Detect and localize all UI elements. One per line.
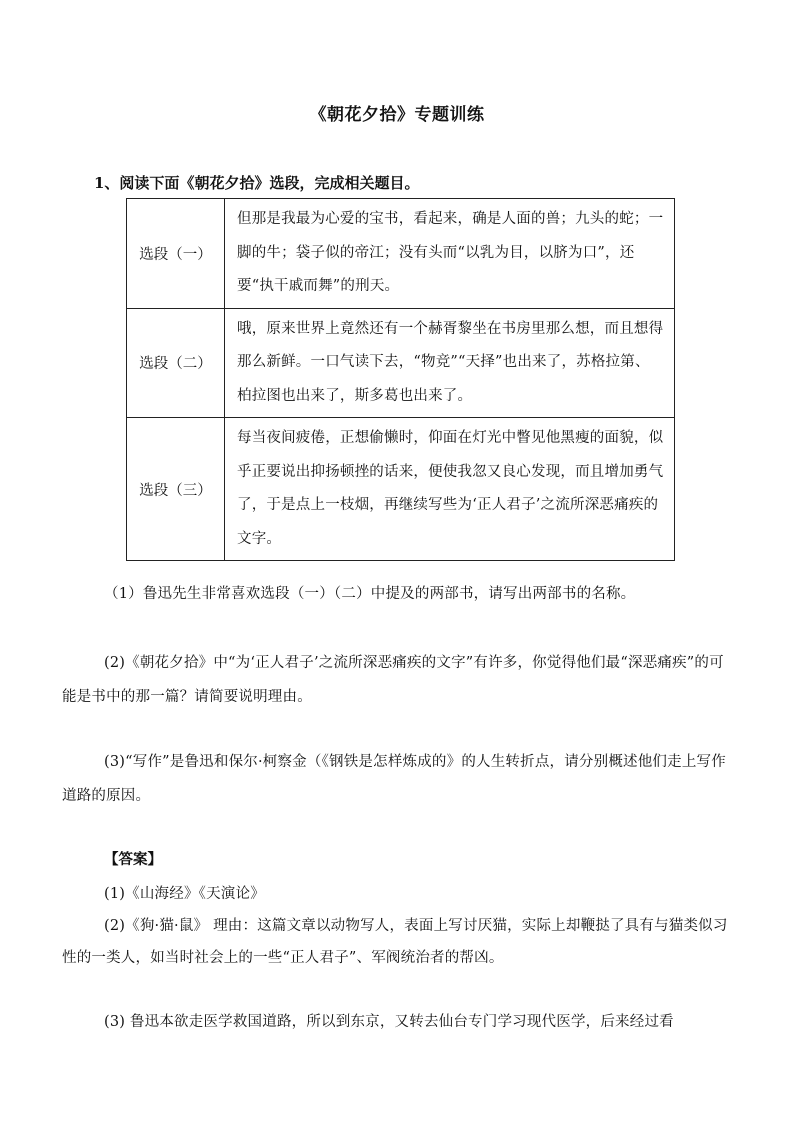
- excerpt-table: [126, 198, 675, 561]
- answer-heading: 【答案】: [104, 851, 162, 868]
- answer-2: (2)《狗·猫·鼠》 理由：这篇文章以动物写人，表面上写讨厌猫，实际上却鞭挞了具有与猫类似习性的一类人，如当时社会上的一些“正人君子”、军阀统治者的帮凶。: [62, 918, 728, 966]
- question-heading: 1、阅读下面《朝花夕拾》选段，完成相关题目。: [94, 174, 420, 192]
- document-title: 《朝花夕拾》专题训练: [309, 105, 485, 125]
- question-3: (3)“写作”是鲁迅和保尔·柯察金（《钢铁是怎样炼成的》的人生转折点，请分别概述他们走上写作道路的原因。: [62, 754, 726, 804]
- excerpt-row: [127, 199, 675, 309]
- answer-1: (1)《山海经》《天演论》: [104, 886, 265, 902]
- excerpt-row: [127, 308, 675, 418]
- question-1: （1）鲁迅先生非常喜欢选段（一）（二）中提及的两部书，请写出两部书的名称。: [104, 586, 636, 602]
- excerpt-text: 但那是我最为心爱的宝书，看起来，确是人面的兽；九头的蛇；一脚的牛；袋子似的帝江；没有头而“以乳为目，以脐为口”，还要“执干戚而舞”的刑天。: [225, 199, 675, 309]
- excerpt-label: 选段（二）: [127, 308, 225, 418]
- excerpt-label: 选段（三）: [127, 418, 225, 561]
- excerpt-label: 选段（一）: [127, 199, 225, 309]
- excerpt-text: 哦，原来世界上竟然还有一个赫胥黎坐在书房里那么想，而且想得那么新鲜。一口气读下去，“物竞”“天择”也出来了，苏格拉第、柏拉图也出来了，斯多葛也出来了。: [225, 308, 675, 418]
- excerpt-text: 每当夜间疲倦，正想偷懒时，仰面在灯光中瞥见他黑瘦的面貌，似乎正要说出抑扬顿挫的话来，便使我忽又良心发现，而且增加勇气了，于是点上一枝烟，再继续写些为‘正人君子’之流所深恶痛疾的文字。: [225, 418, 675, 561]
- question-2: (2)《朝花夕拾》中“为‘正人君子’之流所深恶痛疾的文字”有许多，你觉得他们最“深恶痛疾”的可能是书中的那一篇？请简要说明理由。: [62, 655, 724, 705]
- excerpt-row: [127, 418, 675, 561]
- answer-3: (3) 鲁迅本欲走医学救国道路，所以到东京，又转去仙台专门学习现代医学，后来经过看: [104, 1014, 674, 1030]
